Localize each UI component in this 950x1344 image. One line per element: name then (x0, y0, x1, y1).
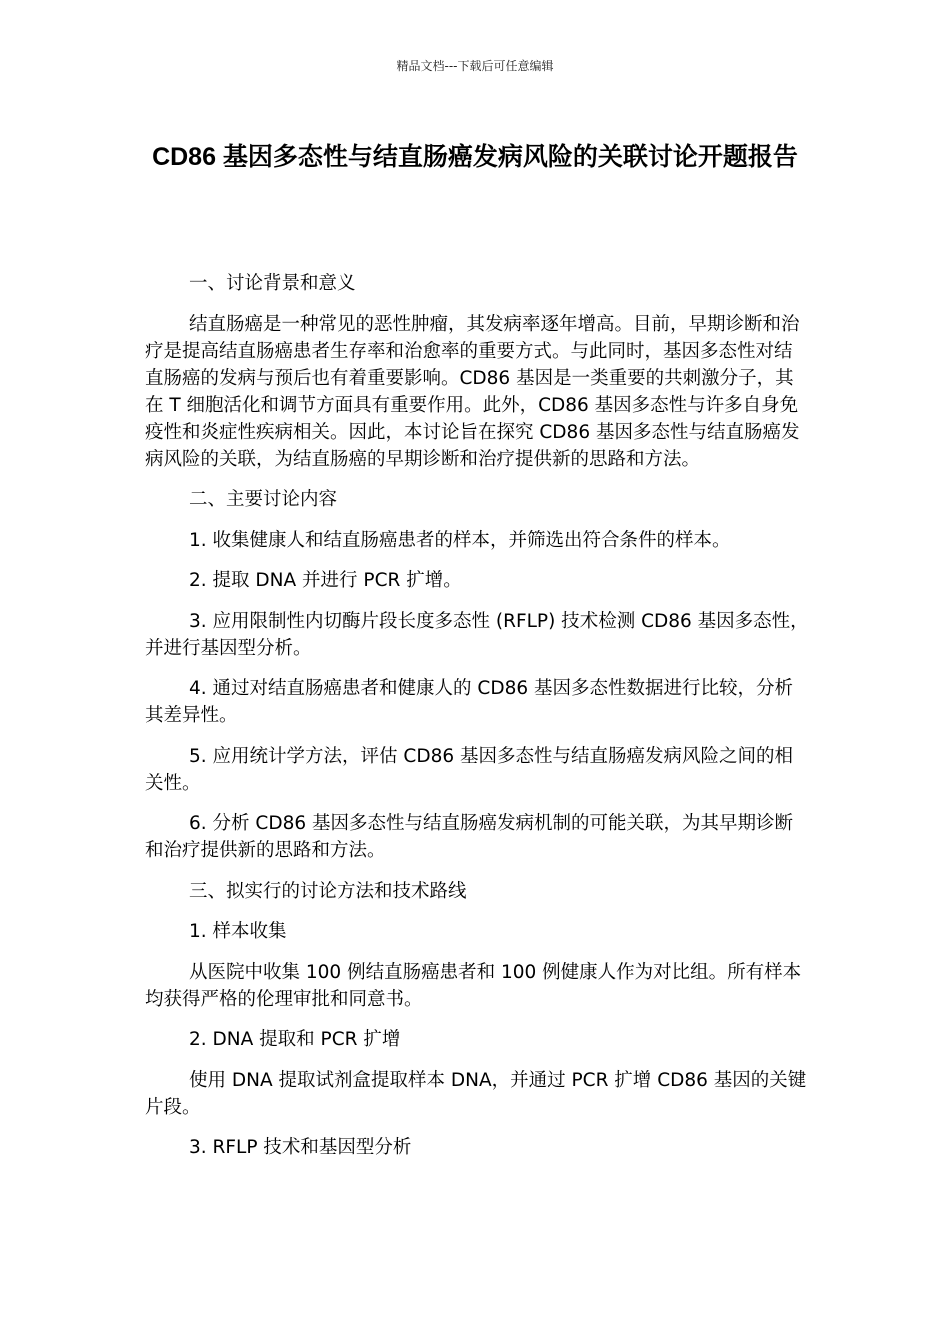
section-heading-content: 二、主要讨论内容 (189, 489, 338, 510)
content-item-4: 4. 通过对结直肠癌患者和健康人的 CD86 基因多态性数据进行比较，分析其差异性。 (145, 678, 793, 726)
method-paragraph-2: 使用 DNA 提取试剂盒提取样本 DNA，并通过 PCR 扩增 CD86 基因的关键片段。 (145, 1069, 807, 1118)
method-paragraph-1: 从医院中收集 100 例结直肠癌患者和 100 例健康人作为对比组。所有样本均获得严格的伦理审批和同意书。 (145, 961, 802, 1010)
page-header: 精品文档---下载后可任意编辑 (396, 59, 554, 73)
document-body (145, 270, 810, 1175)
document-title: CD86 基因多态性与结直肠癌发病风险的关联讨论开题报告 (152, 143, 798, 171)
section-heading-background: 一、讨论背景和意义 (189, 273, 356, 294)
content-item-6: 6. 分析 CD86 基因多态性与结直肠癌发病机制的可能关联，为其早期诊断和治疗提供新的思路和方法。 (145, 813, 793, 861)
content-item-3: 3. 应用限制性内切酶片段长度多态性 (RFLP) 技术检测 CD86 基因多态性，并进行基因型分析。 (145, 610, 809, 659)
method-heading-1: 1. 样本收集 (189, 921, 287, 942)
background-paragraph: 结直肠癌是一种常见的恶性肿瘤，其发病率逐年增高。目前，早期诊断和治疗是提高结直肠癌患者生存率和治愈率的重要方式。与此同时，基因多态性对结直肠癌的发病与预后也有着重要影响。CD86 基因是一类重要的共刺激分子，其在 T 细胞活化和调节方面具有重要作用。此外，CD86 基因多态性与许多自身免疫性和炎症性疾病相关。因此，本讨论旨在探究 CD86 基因多态性与结直肠癌发病风险的关联，为结直肠癌的早期诊断和治疗提供新的思路和方法。 (145, 313, 800, 470)
content-item-1: 1. 收集健康人和结直肠癌患者的样本，并筛选出符合条件的样本。 (189, 529, 731, 551)
method-heading-3: 3. RFLP 技术和基因型分析 (189, 1137, 412, 1158)
content-item-2: 2. 提取 DNA 并进行 PCR 扩增。 (189, 570, 462, 591)
content-item-5: 5. 应用统计学方法，评估 CD86 基因多态性与结直肠癌发病风险之间的相关性。 (145, 745, 793, 794)
method-heading-2: 2. DNA 提取和 PCR 扩增 (189, 1029, 401, 1050)
section-heading-methods: 三、拟实行的讨论方法和技术路线 (189, 880, 467, 902)
